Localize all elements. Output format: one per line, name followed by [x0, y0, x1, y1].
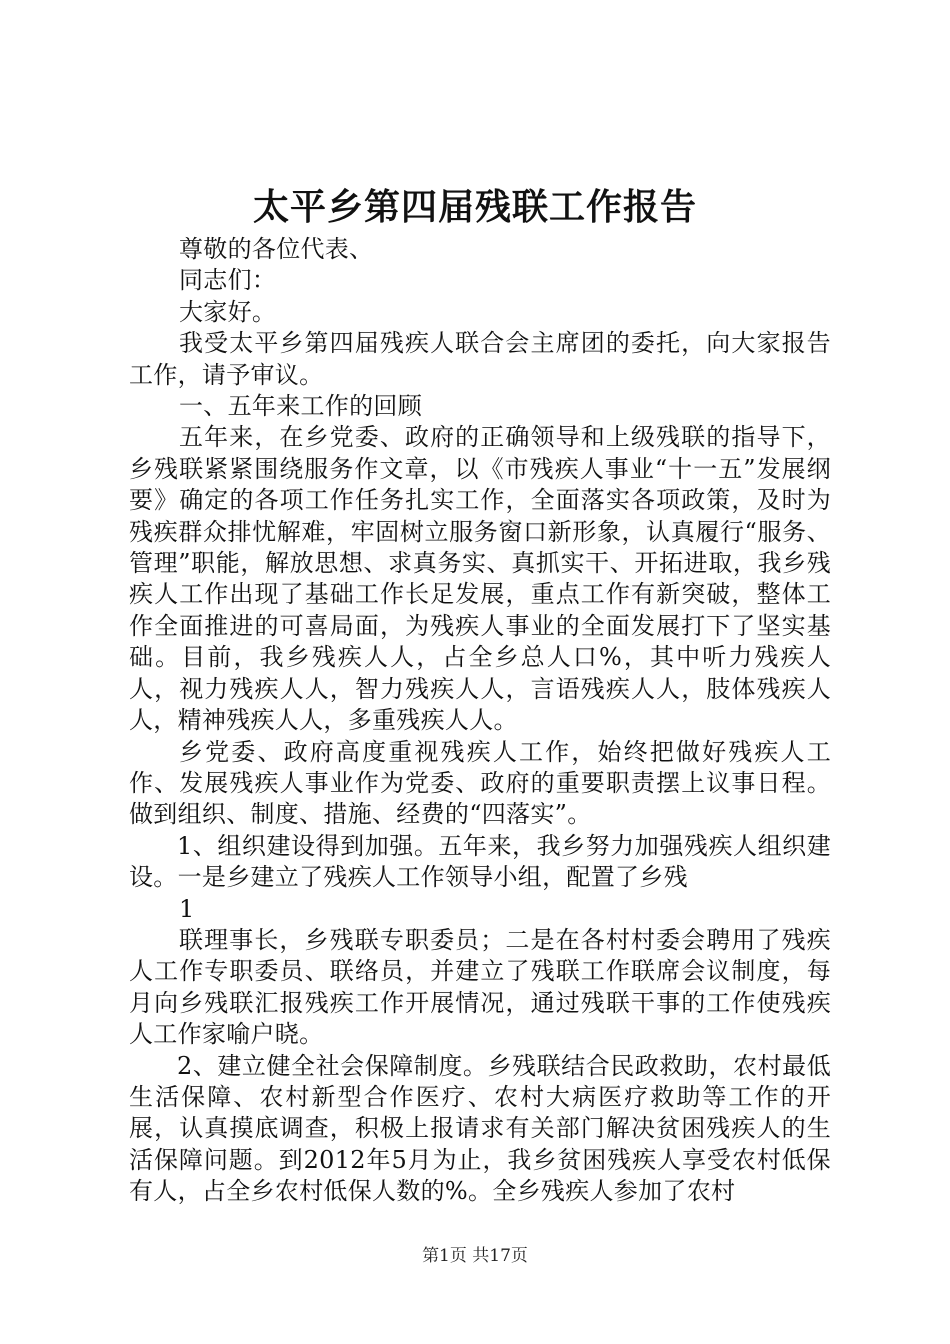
inline-page-number: 1 [179, 894, 195, 923]
page-footer: 第1页 共17页 [422, 1246, 528, 1266]
salutation-line: 同志们： [179, 266, 277, 295]
salutation-line: 尊敬的各位代表、 [179, 235, 374, 263]
body-paragraph: 乡党委、政府高度重视残疾人工作，始终把做好残疾人工作、发展残疾人事业作为党委、政府的重要职责摆上议事日程。做到组织、制度、措施、经费的“四落实”。 [129, 737, 831, 829]
document-body [129, 234, 831, 1208]
body-paragraph: 2、建立健全社会保障制度。乡残联结合民政救助，农村最低生活保障、农村新型合作医疗、农村大病医疗救助等工作的开展，认真摸底调查，积极上报请求有关部门解决贫困残疾人的生活保障问题。到2012年5月为止，我乡贫困残疾人享受农村低保有人，占全乡农村低保人数的%。全乡残疾人参加了农村 [129, 1051, 831, 1206]
body-paragraph: 我受太平乡第四届残疾人联合会主席团的委托，向大家报告工作，请予审议。 [129, 329, 831, 389]
body-paragraph: 五年来，在乡党委、政府的正确领导和上级残联的指导下，乡残联紧紧围绕服务作文章，以《市残疾人事业“十一五”发展纲要》确定的各项工作任务扎实工作，全面落实各项政策，及时为残疾群众排忧解难，牢固树立服务窗口新形象，认真履行“服务、管理”职能，解放思想、求真务实、真抓实干、开拓进取，我乡残疾人工作出现了基础工作长足发展，重点工作有新突破，整体工作全面推进的可喜局面，为残疾人事业的全面发展打下了坚实基础。目前，我乡残疾人人，占全乡总人口%，其中听力残疾人人，视力残疾人人，智力残疾人人，言语残疾人人，肢体残疾人人，精神残疾人人，多重残疾人人。 [129, 423, 831, 735]
body-paragraph: 1、组织建设得到加强。五年来，我乡努力加强残疾人组织建设。一是乡建立了残疾人工作领导小组，配置了乡残 [129, 831, 831, 892]
body-paragraph: 联理事长，乡残联专职委员；二是在各村村委会聘用了残疾人工作专职委员、联络员，并建立了残联工作联席会议制度，每月向乡残联汇报残疾工作开展情况，通过残联干事的工作使残疾人工作家喻户晓。 [129, 925, 831, 1049]
greeting-line: 大家好。 [179, 297, 277, 326]
document-title: 太平乡第四届残联工作报告 [252, 186, 697, 228]
section-heading: 一、五年来工作的回顾 [179, 392, 422, 421]
